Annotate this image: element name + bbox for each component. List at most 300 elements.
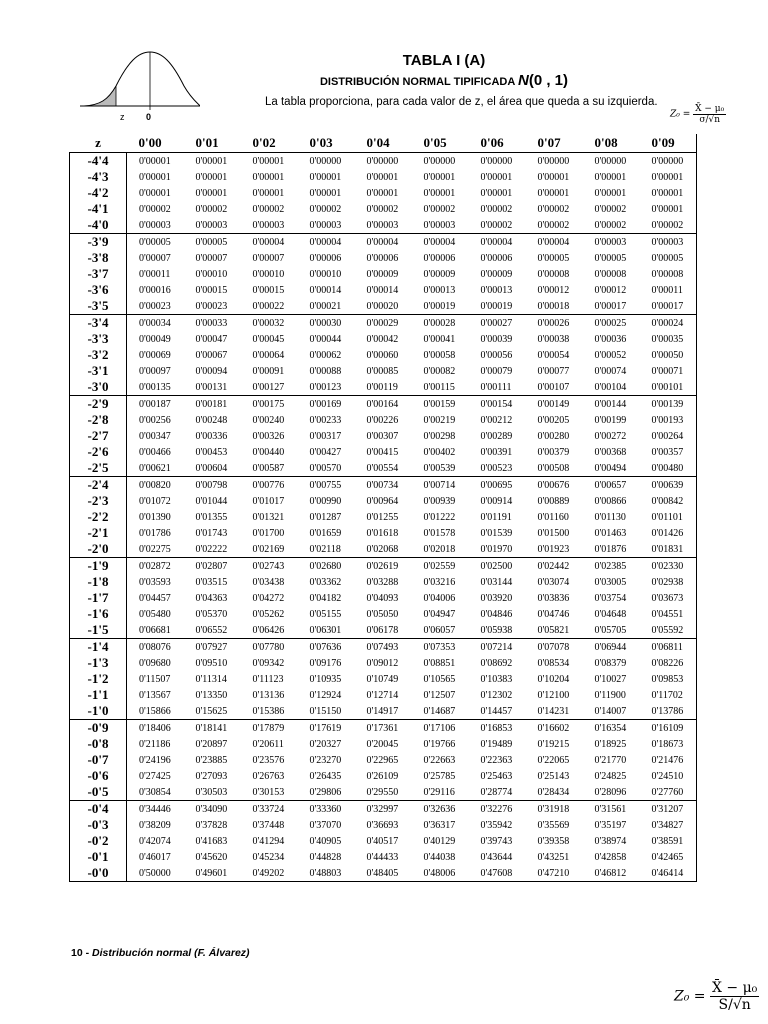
probability-cell: 0'00003 xyxy=(366,219,399,231)
probability-cell: 0'01539 xyxy=(480,527,513,539)
probability-cell: 0'17619 xyxy=(298,720,355,737)
probability-cell: 0'00003 xyxy=(195,219,228,231)
probability-cell: 0'13786 xyxy=(640,703,697,720)
probability-cell: 0'00038 xyxy=(537,333,570,345)
probability-cell: 0'04006 xyxy=(423,592,456,604)
probability-cell: 0'00024 xyxy=(640,315,697,332)
probability-cell: 0'03920 xyxy=(480,592,513,604)
column-header: 0'01 xyxy=(184,134,241,153)
probability-cell: 0'10383 xyxy=(480,673,513,685)
z-value: -3'7 xyxy=(70,266,127,282)
probability-cell: 0'00001 xyxy=(594,187,627,199)
probability-cell: 0'00604 xyxy=(195,462,228,474)
z-value: -2'4 xyxy=(70,477,127,494)
probability-cell: 0'00453 xyxy=(195,446,228,458)
probability-cell: 0'00047 xyxy=(195,333,228,345)
probability-cell: 0'00004 xyxy=(526,234,583,251)
probability-cell: 0'15866 xyxy=(139,705,171,717)
probability-cell: 0'00018 xyxy=(537,300,570,312)
table-row xyxy=(70,266,697,282)
table-row xyxy=(70,752,697,768)
probability-cell: 0'00866 xyxy=(594,495,627,507)
probability-cell: 0'01044 xyxy=(195,495,228,507)
probability-cell: 0'00002 xyxy=(195,203,228,215)
z-value: -0'2 xyxy=(70,833,127,849)
probability-cell: 0'00004 xyxy=(355,234,412,251)
probability-cell: 0'23270 xyxy=(309,754,342,766)
probability-cell: 0'09012 xyxy=(366,657,399,669)
probability-cell: 0'00012 xyxy=(537,284,570,296)
probability-cell: 0'07214 xyxy=(469,639,526,656)
probability-cell: 0'00001 xyxy=(366,171,399,183)
probability-cell: 0'36317 xyxy=(423,819,456,831)
probability-cell: 0'00027 xyxy=(469,315,526,332)
table-row xyxy=(70,541,697,558)
probability-cell: 0'34827 xyxy=(640,817,697,833)
probability-cell: 0'06426 xyxy=(252,624,285,636)
probability-cell: 0'40129 xyxy=(423,835,456,847)
probability-cell: 0'04648 xyxy=(594,608,627,620)
probability-cell: 0'36693 xyxy=(366,819,399,831)
probability-cell: 0'00240 xyxy=(252,414,285,426)
probability-cell: 0'00071 xyxy=(640,363,697,379)
probability-cell: 0'00000 xyxy=(640,153,697,170)
table-row xyxy=(70,655,697,671)
column-header: 0'07 xyxy=(526,134,583,153)
probability-cell: 0'18406 xyxy=(127,720,184,737)
probability-cell: 0'42858 xyxy=(594,851,627,863)
probability-cell: 0'00415 xyxy=(366,446,399,458)
z-value: -1'5 xyxy=(70,622,127,639)
probability-cell: 0'00001 xyxy=(139,171,171,183)
probability-cell: 0'14917 xyxy=(366,705,399,717)
probability-cell: 0'10565 xyxy=(423,673,456,685)
table-row xyxy=(70,671,697,687)
probability-cell: 0'00062 xyxy=(309,349,342,361)
probability-cell: 0'11507 xyxy=(139,673,171,685)
probability-cell: 0'00123 xyxy=(309,381,342,393)
z-value: -2'0 xyxy=(70,541,127,558)
probability-cell: 0'02118 xyxy=(309,543,341,555)
probability-cell: 0'00019 xyxy=(480,300,513,312)
probability-cell: 0'08226 xyxy=(640,655,697,671)
probability-cell: 0'39743 xyxy=(480,835,513,847)
probability-cell: 0'04272 xyxy=(252,592,285,604)
probability-cell: 0'00001 xyxy=(366,187,399,199)
probability-cell: 0'28434 xyxy=(537,786,570,798)
probability-cell: 0'00379 xyxy=(537,446,570,458)
table-row xyxy=(70,250,697,266)
z-value: -0'9 xyxy=(70,720,127,737)
probability-cell: 0'43644 xyxy=(480,851,513,863)
probability-cell: 0'00050 xyxy=(640,347,697,363)
probability-cell: 0'21770 xyxy=(594,754,627,766)
probability-cell: 0'00058 xyxy=(423,349,456,361)
probability-cell: 0'08534 xyxy=(537,657,570,669)
z-value: -2'8 xyxy=(70,412,127,428)
probability-cell: 0'29806 xyxy=(309,786,342,798)
probability-cell: 0'00347 xyxy=(139,430,171,442)
probability-cell: 0'18673 xyxy=(640,736,697,752)
probability-cell: 0'47210 xyxy=(526,865,583,882)
probability-cell: 0'02385 xyxy=(583,558,640,575)
probability-cell: 0'16602 xyxy=(526,720,583,737)
probability-cell: 0'06057 xyxy=(423,624,456,636)
probability-cell: 0'00494 xyxy=(594,462,627,474)
table-row xyxy=(70,331,697,347)
table-row xyxy=(70,282,697,298)
probability-cell: 0'00015 xyxy=(252,284,285,296)
probability-cell: 0'00326 xyxy=(252,430,285,442)
probability-cell: 0'00077 xyxy=(537,365,570,377)
probability-cell: 0'00002 xyxy=(423,203,456,215)
probability-cell: 0'00044 xyxy=(309,333,342,345)
probability-cell: 0'00539 xyxy=(423,462,456,474)
probability-cell: 0'00056 xyxy=(480,349,513,361)
probability-cell: 0'00004 xyxy=(241,234,298,251)
probability-cell: 0'00010 xyxy=(252,268,285,280)
probability-cell: 0'18141 xyxy=(184,720,241,737)
probability-cell: 0'00001 xyxy=(139,187,171,199)
probability-cell: 0'13567 xyxy=(139,689,171,701)
z-value: -2'2 xyxy=(70,509,127,525)
probability-cell: 0'15386 xyxy=(252,705,285,717)
probability-cell: 0'07780 xyxy=(241,639,298,656)
probability-cell: 0'00003 xyxy=(139,219,171,231)
z-value: -3'4 xyxy=(70,315,127,332)
probability-cell: 0'00082 xyxy=(423,365,456,377)
probability-cell: 0'03593 xyxy=(139,576,171,588)
probability-cell: 0'19766 xyxy=(423,738,456,750)
probability-cell: 0'00003 xyxy=(423,219,456,231)
table-row xyxy=(70,412,697,428)
probability-cell: 0'35942 xyxy=(480,819,513,831)
probability-cell: 0'01191 xyxy=(480,511,512,523)
probability-cell: 0'00107 xyxy=(537,381,570,393)
probability-cell: 0'22065 xyxy=(537,754,570,766)
z-column-header: z xyxy=(70,134,127,153)
table-row xyxy=(70,363,697,379)
probability-cell: 0'00028 xyxy=(412,315,469,332)
probability-cell: 0'02938 xyxy=(640,574,697,590)
probability-cell: 0'46414 xyxy=(640,865,697,882)
probability-cell: 0'00391 xyxy=(480,446,513,458)
probability-cell: 0'37448 xyxy=(252,819,285,831)
probability-cell: 0'00104 xyxy=(594,381,627,393)
probability-cell: 0'00842 xyxy=(640,493,697,509)
probability-cell: 0'03144 xyxy=(480,576,513,588)
probability-cell: 0'35569 xyxy=(537,819,570,831)
probability-cell: 0'00002 xyxy=(252,203,285,215)
probability-cell: 0'02743 xyxy=(241,558,298,575)
probability-cell: 0'12507 xyxy=(423,689,456,701)
z-value: -3'3 xyxy=(70,331,127,347)
probability-cell: 0'00914 xyxy=(480,495,513,507)
probability-cell: 0'00010 xyxy=(195,268,228,280)
probability-cell: 0'00523 xyxy=(480,462,513,474)
probability-cell: 0'00001 xyxy=(537,187,570,199)
probability-cell: 0'44828 xyxy=(309,851,342,863)
footer-text: Distribución normal (F. Álvarez) xyxy=(92,947,250,959)
column-header: 0'05 xyxy=(412,134,469,153)
table-row xyxy=(70,784,697,801)
z-value: -1'8 xyxy=(70,574,127,590)
probability-cell: 0'00017 xyxy=(640,298,697,315)
probability-cell: 0'29116 xyxy=(423,786,455,798)
probability-cell: 0'00014 xyxy=(366,284,399,296)
probability-cell: 0'00508 xyxy=(537,462,570,474)
probability-cell: 0'00085 xyxy=(366,365,399,377)
probability-cell: 0'00001 xyxy=(640,185,697,201)
probability-cell: 0'00005 xyxy=(184,234,241,251)
probability-cell: 0'19489 xyxy=(480,738,513,750)
probability-cell: 0'00001 xyxy=(309,187,342,199)
probability-cell: 0'00020 xyxy=(366,300,399,312)
probability-cell: 0'16109 xyxy=(640,720,697,737)
probability-cell: 0'28774 xyxy=(480,786,513,798)
probability-cell: 0'41294 xyxy=(252,835,285,847)
probability-cell: 0'00175 xyxy=(241,396,298,413)
column-header: 0'06 xyxy=(469,134,526,153)
probability-cell: 0'04457 xyxy=(139,592,171,604)
probability-cell: 0'00005 xyxy=(640,250,697,266)
probability-cell: 0'37828 xyxy=(195,819,228,831)
probability-cell: 0'00001 xyxy=(640,201,697,217)
probability-cell: 0'01287 xyxy=(309,511,342,523)
z-value: -4'1 xyxy=(70,201,127,217)
column-header: 0'02 xyxy=(241,134,298,153)
probability-cell: 0'12302 xyxy=(480,689,513,701)
probability-cell: 0'00009 xyxy=(423,268,456,280)
table-row xyxy=(70,574,697,590)
probability-cell: 0'01355 xyxy=(195,511,228,523)
probability-cell: 0'00000 xyxy=(480,155,513,167)
probability-cell: 0'00357 xyxy=(640,444,697,460)
probability-cell: 0'00013 xyxy=(480,284,513,296)
probability-cell: 0'09853 xyxy=(640,671,697,687)
probability-cell: 0'00000 xyxy=(537,155,570,167)
probability-cell: 0'32997 xyxy=(355,801,412,818)
probability-cell: 0'13350 xyxy=(195,689,228,701)
probability-cell: 0'48803 xyxy=(298,865,355,882)
probability-cell: 0'00023 xyxy=(195,300,228,312)
probability-cell: 0'00008 xyxy=(594,268,627,280)
probability-cell: 0'00049 xyxy=(139,333,171,345)
probability-cell: 0'03362 xyxy=(309,576,342,588)
probability-cell: 0'05705 xyxy=(594,624,627,636)
probability-cell: 0'00181 xyxy=(184,396,241,413)
probability-cell: 0'00012 xyxy=(594,284,627,296)
probability-cell: 0'00002 xyxy=(594,203,627,215)
probability-cell: 0'00193 xyxy=(640,412,697,428)
probability-cell: 0'00001 xyxy=(252,155,285,167)
probability-cell: 0'08379 xyxy=(594,657,627,669)
probability-cell: 0'00219 xyxy=(423,414,456,426)
test-statistic-formula-top xyxy=(670,104,726,125)
probability-cell: 0'02872 xyxy=(127,558,184,575)
table-row xyxy=(70,736,697,752)
probability-cell: 0'47608 xyxy=(469,865,526,882)
probability-cell: 0'20045 xyxy=(366,738,399,750)
probability-cell: 0'03005 xyxy=(594,576,627,588)
probability-cell: 0'00480 xyxy=(640,460,697,477)
probability-cell: 0'01426 xyxy=(640,525,697,541)
probability-cell: 0'00001 xyxy=(195,155,228,167)
probability-cell: 0'00009 xyxy=(366,268,399,280)
probability-cell: 0'00272 xyxy=(594,430,627,442)
probability-cell: 0'02330 xyxy=(640,558,697,575)
table-row xyxy=(70,493,697,509)
z-value: -4'2 xyxy=(70,185,127,201)
dist-params: (0 , 1) xyxy=(528,72,569,89)
probability-cell: 0'00074 xyxy=(594,365,627,377)
probability-cell: 0'00004 xyxy=(298,234,355,251)
probability-cell: 0'00000 xyxy=(594,155,627,167)
formula-numerator: X̄ − μ₀ xyxy=(695,104,725,114)
probability-cell: 0'27093 xyxy=(195,770,228,782)
probability-cell: 0'00776 xyxy=(241,477,298,494)
probability-cell: 0'40905 xyxy=(309,835,342,847)
probability-cell: 0'00002 xyxy=(480,219,513,231)
probability-cell: 0'00026 xyxy=(526,315,583,332)
formula-numerator-bottom: X̄ − μ₀ xyxy=(711,980,758,996)
probability-cell: 0'31207 xyxy=(640,801,697,818)
probability-cell: 0'22363 xyxy=(480,754,513,766)
probability-cell: 0'00011 xyxy=(139,268,171,280)
probability-cell: 0'14007 xyxy=(594,705,627,717)
probability-cell: 0'00002 xyxy=(537,203,570,215)
probability-cell: 0'00002 xyxy=(480,203,513,215)
probability-cell: 0'24510 xyxy=(640,768,697,784)
probability-cell: 0'33360 xyxy=(298,801,355,818)
probability-cell: 0'08851 xyxy=(423,657,456,669)
probability-cell: 0'00119 xyxy=(366,381,398,393)
probability-cell: 0'00052 xyxy=(594,349,627,361)
probability-cell: 0'04363 xyxy=(195,592,228,604)
probability-cell: 0'00011 xyxy=(640,282,697,298)
probability-cell: 0'00639 xyxy=(640,477,697,494)
z-value: -3'1 xyxy=(70,363,127,379)
probability-cell: 0'44038 xyxy=(423,851,456,863)
probability-cell: 0'11900 xyxy=(594,689,626,701)
probability-cell: 0'35197 xyxy=(594,819,627,831)
probability-cell: 0'00002 xyxy=(309,203,342,215)
probability-cell: 0'00187 xyxy=(127,396,184,413)
table-row xyxy=(70,444,697,460)
probability-cell: 0'07927 xyxy=(184,639,241,656)
probability-cell: 0'00964 xyxy=(366,495,399,507)
z-value: -2'5 xyxy=(70,460,127,477)
probability-cell: 0'45620 xyxy=(195,851,228,863)
table-row xyxy=(70,849,697,865)
table-row xyxy=(70,687,697,703)
probability-cell: 0'00045 xyxy=(252,333,285,345)
probability-cell: 0'00054 xyxy=(537,349,570,361)
probability-cell: 0'00298 xyxy=(423,430,456,442)
z-value: -4'0 xyxy=(70,217,127,234)
probability-cell: 0'01970 xyxy=(480,543,513,555)
z-value: -0'6 xyxy=(70,768,127,784)
table-row xyxy=(70,153,697,170)
z-value: -2'7 xyxy=(70,428,127,444)
z-value: -1'0 xyxy=(70,703,127,720)
probability-cell: 0'20897 xyxy=(195,738,228,750)
probability-cell: 0'45234 xyxy=(252,851,285,863)
probability-cell: 0'00003 xyxy=(309,219,342,231)
probability-cell: 0'00034 xyxy=(127,315,184,332)
table-row xyxy=(70,606,697,622)
probability-cell: 0'00101 xyxy=(640,379,697,396)
z-value: -2'6 xyxy=(70,444,127,460)
page-footer xyxy=(71,947,250,959)
probability-cell: 0'44433 xyxy=(366,851,399,863)
probability-cell: 0'05370 xyxy=(195,608,228,620)
z-value: -1'6 xyxy=(70,606,127,622)
table-row xyxy=(70,201,697,217)
probability-cell: 0'02442 xyxy=(526,558,583,575)
probability-cell: 0'10204 xyxy=(537,673,570,685)
probability-cell: 0'00798 xyxy=(184,477,241,494)
probability-cell: 0'03216 xyxy=(423,576,456,588)
table-row xyxy=(70,703,697,720)
probability-cell: 0'00067 xyxy=(195,349,228,361)
table-row xyxy=(70,396,697,413)
z-value: -4'3 xyxy=(70,169,127,185)
z-value: -0'7 xyxy=(70,752,127,768)
probability-cell: 0'30153 xyxy=(252,786,285,798)
probability-cell: 0'01072 xyxy=(139,495,171,507)
probability-cell: 0'00023 xyxy=(139,300,171,312)
probability-cell: 0'03836 xyxy=(537,592,570,604)
probability-cell: 0'01101 xyxy=(640,509,697,525)
probability-cell: 0'40517 xyxy=(366,835,399,847)
table-row xyxy=(70,525,697,541)
z-value: -1'2 xyxy=(70,671,127,687)
probability-cell: 0'00440 xyxy=(252,446,285,458)
table-row xyxy=(70,590,697,606)
probability-cell: 0'00033 xyxy=(184,315,241,332)
probability-cell: 0'22965 xyxy=(366,754,399,766)
probability-cell: 0'33724 xyxy=(241,801,298,818)
table-row xyxy=(70,639,697,656)
probability-cell: 0'38591 xyxy=(640,833,697,849)
table-row xyxy=(70,298,697,315)
probability-cell: 0'00016 xyxy=(139,284,171,296)
probability-cell: 0'00336 xyxy=(195,430,228,442)
probability-cell: 0'00695 xyxy=(469,477,526,494)
probability-cell: 0'00587 xyxy=(252,462,285,474)
page-number: 10 xyxy=(71,947,83,959)
probability-cell: 0'01160 xyxy=(537,511,569,523)
test-statistic-formula-bottom xyxy=(674,980,759,1013)
probability-cell: 0'00264 xyxy=(640,428,697,444)
table-subtitle xyxy=(60,72,768,89)
probability-cell: 0'00069 xyxy=(139,349,171,361)
probability-cell: 0'00006 xyxy=(423,252,456,264)
z-value: -4'4 xyxy=(70,153,127,170)
probability-cell: 0'06552 xyxy=(195,624,228,636)
probability-cell: 0'00001 xyxy=(640,169,697,185)
z-axis-label: z xyxy=(120,112,125,122)
probability-cell: 0'18925 xyxy=(594,738,627,750)
probability-cell: 0'00307 xyxy=(366,430,399,442)
probability-cell: 0'00135 xyxy=(139,381,171,393)
probability-cell: 0'01923 xyxy=(537,543,570,555)
probability-cell: 0'14231 xyxy=(537,705,570,717)
probability-cell: 0'00014 xyxy=(309,284,342,296)
z-value: -0'8 xyxy=(70,736,127,752)
probability-cell: 0'00199 xyxy=(594,414,627,426)
